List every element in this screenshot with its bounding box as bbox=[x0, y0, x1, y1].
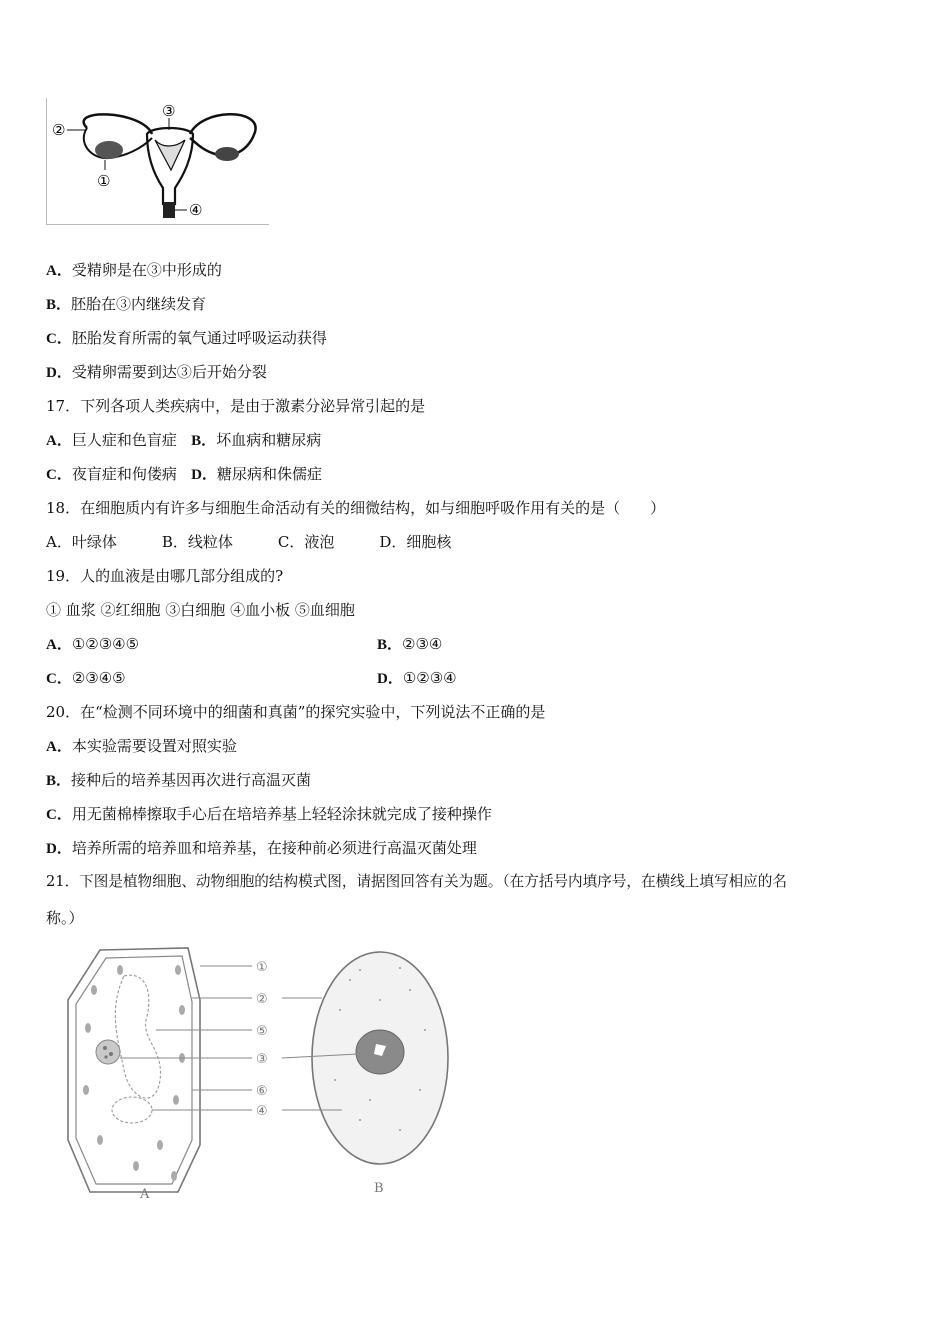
chloroplasts bbox=[83, 965, 185, 1181]
plant-nucleus bbox=[96, 1040, 120, 1064]
q21-stem-line1: 21．下图是植物细胞、动物细胞的结构模式图，请据图回答有关为题。（在方括号内填序号，在横线上填写相应的名 bbox=[46, 873, 787, 890]
q16-option-c: C．胚胎发育所需的氧气通过呼吸运动获得 bbox=[46, 329, 327, 347]
q20-stem: 20．在“检测不同环境中的细菌和真菌”的探究实验中，下列说法不正确的是 bbox=[46, 703, 546, 721]
ovary-left bbox=[95, 141, 123, 159]
q18-stem: 18．在细胞质内有许多与细胞生命活动有关的细微结构，如与细胞呼吸作用有关的是（ ） bbox=[46, 499, 666, 517]
q19-option-c: C．②③④⑤ bbox=[46, 669, 126, 687]
label-2: ② bbox=[52, 121, 66, 139]
q16-option-a: A．受精卵是在③中形成的 bbox=[46, 261, 222, 279]
q17-options-row2: C．夜盲症和佝偻病 D．糖尿病和侏儒症 bbox=[46, 465, 323, 483]
q20-option-d: D．培养所需的培养皿和培养基，在接种前必须进行高温灭菌处理 bbox=[46, 839, 477, 857]
plant-vacuole bbox=[115, 975, 160, 1098]
q20-option-c: C．用无菌棉棒擦取手心后在培培养基上轻轻涂抹就完成了接种操作 bbox=[46, 805, 492, 823]
label-3: ③ bbox=[162, 102, 176, 120]
q19-option-d: D．①②③④ bbox=[377, 669, 457, 687]
reproductive-system-figure bbox=[46, 98, 269, 225]
vagina bbox=[163, 202, 175, 218]
q17-options-row1: A．巨人症和色盲症 B．坏血病和糖尿病 bbox=[46, 431, 322, 449]
q16-option-b: B．胚胎在③内继续发育 bbox=[46, 295, 207, 313]
cell-diagram bbox=[60, 940, 460, 1205]
q19-option-b: B．②③④ bbox=[377, 635, 443, 653]
caption-a: A bbox=[140, 1187, 150, 1202]
cell-label-3: ③ bbox=[256, 1052, 268, 1067]
q18-options: A．叶绿体 B．线粒体 C．液泡 D．细胞核 bbox=[46, 533, 452, 551]
cell-label-2: ② bbox=[256, 992, 268, 1007]
q20-option-b: B．接种后的培养基因再次进行高温灭菌 bbox=[46, 771, 312, 789]
q16-option-d: D．受精卵需要到达③后开始分裂 bbox=[46, 363, 267, 381]
q19-items: ① 血浆 ②红细胞 ③白细胞 ④血小板 ⑤血细胞 bbox=[46, 601, 355, 619]
cell-label-1: ① bbox=[256, 960, 268, 975]
uterus-diagram bbox=[47, 98, 269, 224]
cell-label-6: ⑥ bbox=[256, 1084, 268, 1099]
plant-vacuole-small bbox=[112, 1097, 152, 1123]
q19-option-a: A．①②③④⑤ bbox=[46, 635, 140, 653]
caption-b: B bbox=[374, 1181, 384, 1196]
plant-cell-wall bbox=[68, 948, 200, 1192]
q21-stem-line2: 称。） bbox=[46, 909, 84, 927]
q19-stem: 19．人的血液是由哪几部分组成的? bbox=[46, 567, 284, 585]
ovary-right bbox=[215, 147, 239, 161]
cell-structure-figure bbox=[60, 940, 460, 1205]
cell-label-4: ④ bbox=[256, 1104, 268, 1119]
label-4: ④ bbox=[189, 201, 203, 219]
cell-label-5: ⑤ bbox=[256, 1024, 268, 1039]
label-1: ① bbox=[97, 172, 111, 190]
q20-option-a: A．本实验需要设置对照实验 bbox=[46, 737, 237, 755]
q17-stem: 17．下列各项人类疾病中，是由于激素分泌异常引起的是 bbox=[46, 397, 426, 415]
